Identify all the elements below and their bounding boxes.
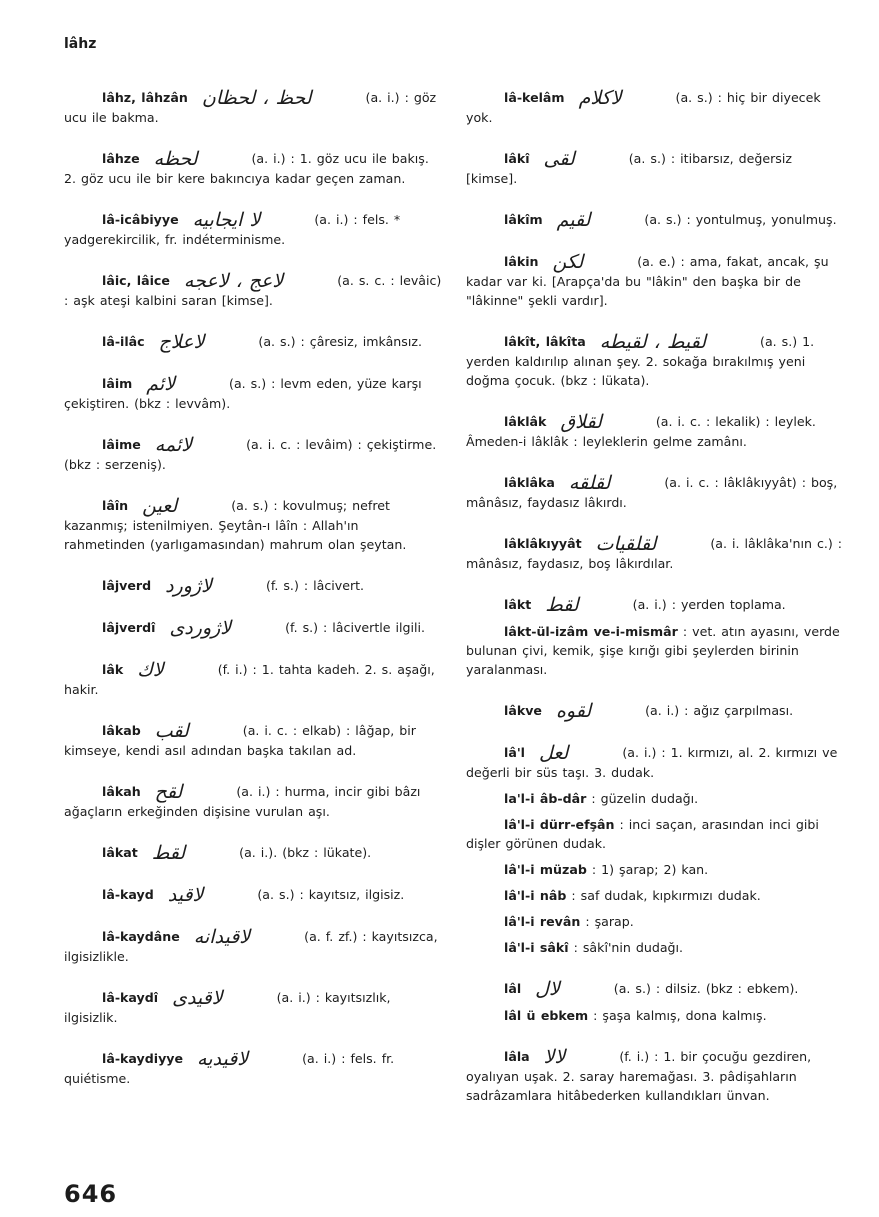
dictionary-entry [64,210,444,249]
entry-definition: (a. i. c. : levâim) : çekiştirme. (bkz : serzeniş). [64,437,437,472]
entry-definition: (a. i.) : 1. kırmızı, al. 2. kırmızı ve değerli bir süs taşı. 3. dudak. [466,745,838,780]
entry-definition: (a. i. c. : lekalik) : leylek. Âmeden-i lâklâk : leyleklerin gelme zamânı. [466,414,816,449]
entry-arabic-script: لقيم [556,209,591,231]
dictionary-entry [64,271,444,310]
dictionary-entry [466,622,844,679]
entry-definition: (f. i.) : 1. bir çocuğu gezdiren, oyalıyan uşak. 2. saray haremağası. 3. pâdişahların sadrâzamlara hitâbederken kullandıkları ünvan. [466,1049,812,1103]
dictionary-entry [64,618,444,638]
entry-arabic-script: لاكلام [578,87,622,109]
entry-headword: lâ'l-i nâb [504,888,567,903]
dictionary-entry [466,210,844,230]
entry-arabic-script: لقلقه [568,472,611,494]
entry-headword: lâ-kaydiyye [102,1051,184,1066]
dictionary-entry [466,473,844,512]
entry-definition: (a. i.) : ağız çarpılması. [645,703,794,718]
dictionary-entry [466,886,844,905]
entry-headword: lâla [504,1049,530,1064]
dictionary-entry [64,988,444,1027]
entry-arabic-script: لاقيدانه [193,926,251,948]
entry-arabic-script: لاقيدى [172,987,223,1009]
entry-arabic-script: لعل [539,742,569,764]
entry-headword: lâk [102,662,124,677]
entry-definition: (a. i.) : fels. * yadgerekircilik, fr. indéterminisme. [64,212,401,247]
dictionary-entry [466,912,844,931]
entry-definition: : sâkî'nin dudağı. [573,940,684,955]
entry-arabic-script: لقى [543,148,575,170]
entry-definition: : güzelin dudağı. [591,791,699,806]
entry-definition: (a. s.) : dilsiz. (bkz : ebkem). [613,981,799,996]
entry-headword: lâ-kaydî [102,990,159,1005]
entry-arabic-script: لال [535,978,560,1000]
dictionary-entry [64,782,444,821]
entry-headword: lâkah [102,784,141,799]
entry-headword: lâ'l-i sâkî [504,940,569,955]
entry-definition: (a. i. c. : lâklâkıyyât) : boş, mânâsız, faydasız lâkırdı. [466,475,838,510]
entry-headword: lâl ü ebkem [504,1008,589,1023]
entry-headword: lâjverd [102,578,152,593]
entry-definition: (a. i.). (bkz : lükate). [239,845,372,860]
dictionary-entry [466,979,844,999]
dictionary-entry [466,88,844,127]
entry-headword: lâ'l-i revân [504,914,581,929]
dictionary-entry [466,938,844,957]
dictionary-entry [64,496,444,554]
entry-headword: lâkve [504,703,542,718]
dictionary-entry [466,815,844,853]
entry-arabic-script: لكن [552,251,584,273]
entry-headword: lâkît, lâkîta [504,334,586,349]
page-number: 646 [64,1180,118,1208]
entry-definition: (a. s.) : yontulmuş, yonulmuş. [644,212,837,227]
dictionary-entry [64,374,444,413]
dictionary-entry [466,534,844,573]
entry-definition: (a. i.) : yerden toplama. [632,597,786,612]
dictionary-entry [466,743,844,782]
right-column [466,88,844,1105]
entry-headword: lâ-icâbiyye [102,212,179,227]
dictionary-entry [64,332,444,352]
entry-definition: (a. s.) : levm eden, yüze karşı çekiştiren. (bkz : levvâm). [64,376,422,411]
dictionary-entry [64,885,444,905]
entry-definition: (f. s.) : lâcivertle ilgili. [285,620,426,635]
entry-headword: lâkab [102,723,141,738]
dictionary-entry [64,435,444,474]
entry-arabic-script: لحظه [153,148,198,170]
dictionary-entry [64,88,444,127]
entry-arabic-script: لالا [543,1046,566,1068]
entry-definition: (a. i.) : kayıtsızlık, ilgisizlik. [64,990,391,1025]
dictionary-entry [64,576,444,596]
entry-arabic-script: لقح [154,781,183,803]
entry-definition: : şaşa kalmış, dona kalmış. [593,1008,767,1023]
entry-definition: (a. s. c. : levâic) : aşk ateşi kalbini saran [kimse]. [64,273,442,308]
entry-definition: (a. i. lâklâka'nın c.) : mânâsız, faydasız, boş lâkırdılar. [466,536,843,571]
dictionary-entry [466,701,844,721]
entry-headword: lâîn [102,498,129,513]
entry-headword: lâ'l-i dürr-efşân [504,817,615,832]
entry-arabic-script: لحظ ، لحظان [201,87,312,109]
dictionary-entry [466,332,844,390]
dictionary-entry [466,412,844,451]
entry-definition: (a. s.) 1. yerden kaldırılıp alınan şey. 2. sokağa bırakılmış yeni doğma çocuk. (bkz : lükata). [466,334,815,388]
entry-headword: lâime [102,437,141,452]
entry-arabic-script: لقب [154,720,189,742]
entry-definition: (a. s.) : itibarsız, değersiz [kimse]. [466,151,792,186]
entry-definition: (f. s.) : lâcivert. [265,578,365,593]
entry-headword: lâim [102,376,133,391]
entry-definition: (a. s.) : çâresiz, imkânsız. [258,334,422,349]
entry-headword: lâ'l-i müzab [504,862,587,877]
dictionary-entry [466,860,844,879]
entry-arabic-script: لاژورد [165,575,212,597]
dictionary-entry [64,660,444,699]
dictionary-entry [64,927,444,966]
entry-definition: : saf dudak, kıpkırmızı dudak. [571,888,761,903]
entry-definition: : şarap. [585,914,634,929]
entry-arabic-script: لاقيد [167,884,204,906]
entry-headword: lâhz, lâhzân [102,90,188,105]
entry-arabic-script: لاقيديه [197,1048,249,1070]
entry-headword: lâl [504,981,522,996]
entry-definition: (a. s.) : hiç bir diyecek yok. [466,90,821,125]
entry-arabic-script: لقلقيات [595,533,657,555]
entry-headword: lâkt-ül-izâm ve-i-mismâr [504,624,678,639]
entry-definition: (a. s.) : kovulmuş; nefret kazanmış; istenilmiyen. Şeytân-ı lâîn : Allah'ın rahmetinden (yarlıgamasından) mahrum olan şeytan. [64,498,407,552]
entry-headword: lâkat [102,845,138,860]
dictionary-entry [64,843,444,863]
dictionary-entry [466,1006,844,1025]
entry-definition: (a. i.) : fels. fr. quiétisme. [64,1051,395,1086]
entry-definition: (a. s.) : kayıtsız, ilgisiz. [257,887,405,902]
entry-headword: lâkîm [504,212,543,227]
entry-definition: (a. i.) : hurma, incir gibi bâzı ağaçların erkeğinden dişisine vurulan aşı. [64,784,421,819]
entry-definition: (a. i.) : 1. göz ucu ile bakış. 2. göz ucu ile bir kere bakıncıya kadar geçen zaman. [64,151,429,186]
entry-arabic-script: لقيط ، لقيطه [599,331,707,353]
entry-headword: lâhze [102,151,140,166]
entry-arabic-script: لائم [146,373,176,395]
dictionary-entry [466,252,844,310]
left-column [64,88,444,1088]
entry-definition: (a. i.) : göz ucu ile bakma. [64,90,437,125]
entry-headword: lâkt [504,597,532,612]
entry-headword: lâkin [504,254,539,269]
entry-arabic-script: لعين [142,495,178,517]
entry-headword: lâ-kelâm [504,90,565,105]
entry-definition: (a. e.) : ama, fakat, ancak, şu kadar var ki. [Arapça'da bu "lâkin" den başka bir de "lâkinne" şekli vardır]. [466,254,829,308]
entry-definition: (a. i. c. : elkab) : lâğap, bir kimseye, kendi asıl adından başka takılan ad. [64,723,416,758]
entry-headword: lâ-ilâc [102,334,145,349]
entry-headword: lâ-kaydâne [102,929,180,944]
entry-definition: : 1) şarap; 2) kan. [591,862,709,877]
dictionary-entry [64,149,444,188]
entry-headword: lâklâkıyyât [504,536,582,551]
entry-arabic-script: لائمه [154,434,193,456]
entry-headword: lâklâk [504,414,547,429]
entry-arabic-script: لاعج ، لاعجه [183,270,284,292]
entry-arabic-script: لاعلاج [158,331,205,353]
entry-definition: (a. f. zf.) : kayıtsızca, ilgisizlikle. [64,929,438,964]
entry-arabic-script: لقط [545,594,579,616]
entry-arabic-script: لقوه [555,700,592,722]
dictionary-entry [64,1049,444,1088]
entry-arabic-script: لاژوردى [169,617,232,639]
entry-headword: la'l-i âb-dâr [504,791,587,806]
dictionary-entry [466,1047,844,1105]
entry-headword: lâic, lâice [102,273,170,288]
entry-arabic-script: لقلاق [560,411,602,433]
entry-headword: lâ'l [504,745,525,760]
dictionary-entry [466,789,844,808]
entry-arabic-script: لاك [137,659,164,681]
entry-arabic-script: لا ايجابيه [192,209,261,231]
dictionary-entry [64,721,444,760]
entry-definition: (f. i.) : 1. tahta kadeh. 2. s. aşağı, hakir. [64,662,435,697]
entry-headword: lâkî [504,151,530,166]
entry-headword: lâklâka [504,475,555,490]
dictionary-entry [466,149,844,188]
entry-headword: lâjverdî [102,620,156,635]
entry-definition: : inci saçan, arasından inci gibi dişler görünen dudak. [466,817,819,851]
dictionary-entry [466,595,844,615]
entry-definition: : vet. atın ayasını, verde bulunan çivi, kemik, şişe kırığı gibi şeylerden birinin yaralanması. [466,624,840,677]
entry-arabic-script: لقط [151,842,186,864]
running-head: lâhz [64,36,97,52]
entry-headword: lâ-kayd [102,887,154,902]
